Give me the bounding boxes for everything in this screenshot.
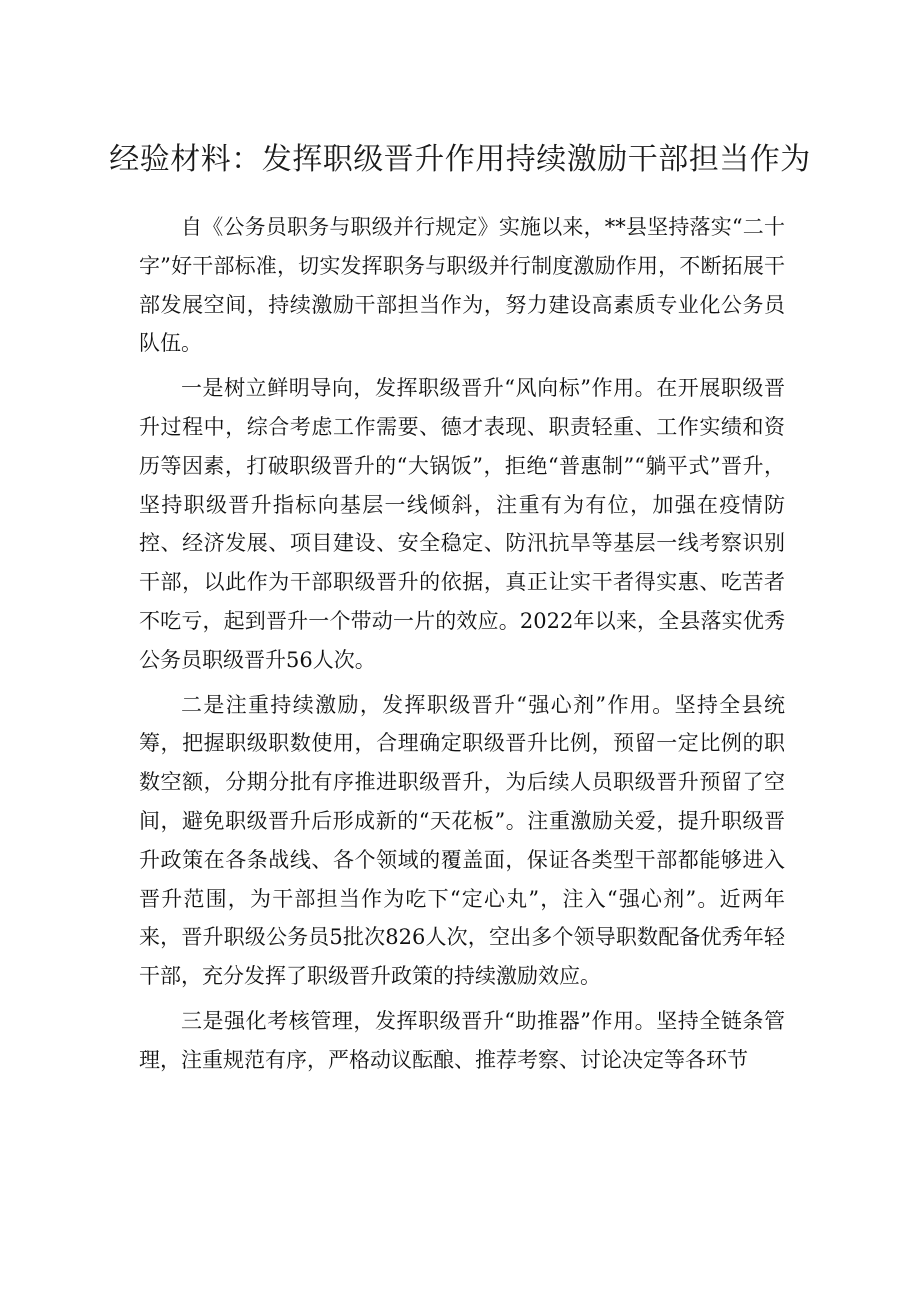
paragraph-intro: 自《公务员职务与职级并行规定》实施以来，**县坚持落实“二十字”好干部标准，切实发挥职务与职级并行制度激励作用，不断拓展干部发展空间，持续激励干部担当作为，努力建设高素质专业化公务员队伍。 [139, 215, 785, 356]
paragraph-point-three: 三是强化考核管理，发挥职级晋升“助推器”作用。坚持全链条管理，注重规范有序，严格动议酝酿、推荐考察、讨论决定等各环节 [139, 1008, 785, 1072]
document-body [139, 208, 785, 1086]
paragraph-point-one: 一是树立鲜明导向，发挥职级晋升“风向标”作用。在开展职级晋升过程中，综合考虑工作需要、德才表现、职责轻重、工作实绩和资历等因素，打破职级晋升的“大锅饭”，拒绝“普惠制”“躺平式”晋升，坚持职级晋升指标向基层一线倾斜，注重有为有位，加强在疫情防控、经济发展、项目建设、安全稳定、防汛抗旱等基层一线考察识别干部，以此作为干部职级晋升的依据，真正让实干者得实惠、吃苦者不吃亏，起到晋升一个带动一片的效应。2022年以来，全县落实优秀公务员职级晋升56人次。 [139, 376, 785, 672]
paragraph-point-two: 二是注重持续激励，发挥职级晋升“强心剂”作用。坚持全县统筹，把握职级职数使用，合理确定职级晋升比例，预留一定比例的职数空额，分期分批有序推进职级晋升，为后续人员职级晋升预留了空间，避免职级晋升后形成新的“天花板”。注重激励关爱，提升职级晋升政策在各条战线、各个领域的覆盖面，保证各类型干部都能够进入晋升范围，为干部担当作为吃下“定心丸”，注入“强心剂”。近两年来，晋升职级公务员5批次826人次，空出多个领导职数配备优秀年轻干部，充分发挥了职级晋升政策的持续激励效应。 [139, 692, 785, 989]
document-title: 经验材料：发挥职级晋升作用持续激励干部担当作为 [109, 142, 811, 177]
